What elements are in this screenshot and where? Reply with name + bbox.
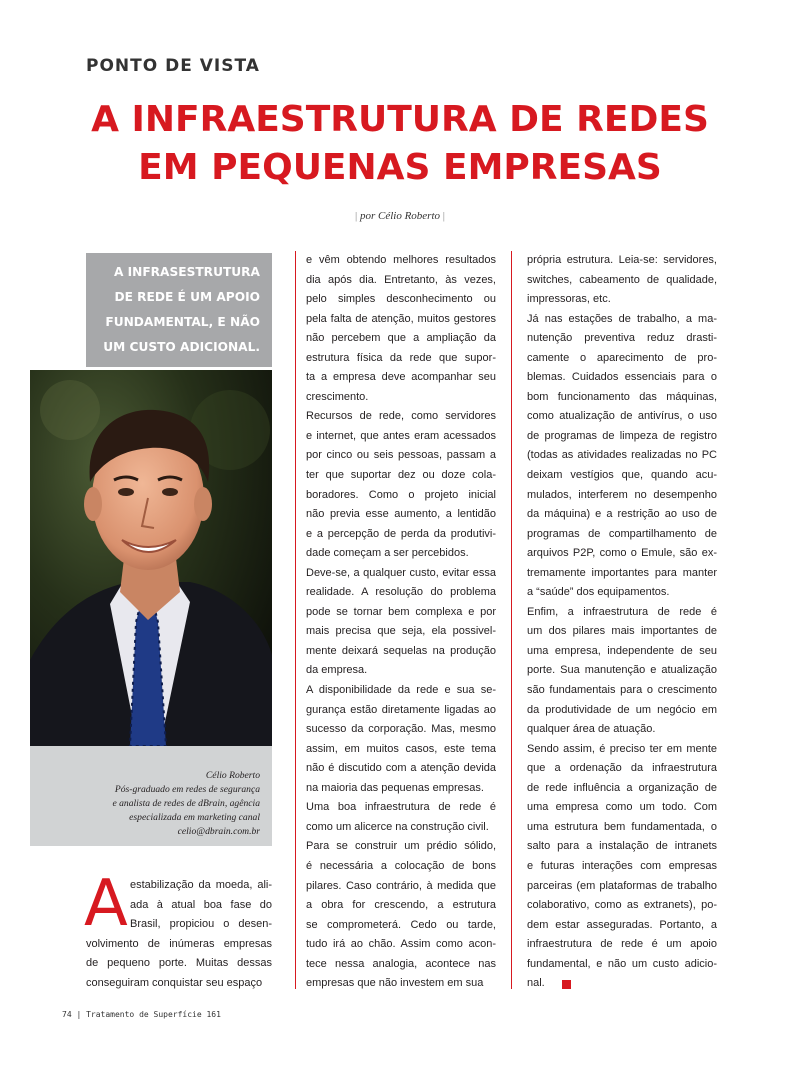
drop-cap: A: [84, 867, 128, 941]
pull-quote: [86, 253, 272, 367]
article-line: Uma boa infraestrutura de rede é: [306, 801, 496, 814]
article-line: dade começam a ser percebidos.: [306, 547, 469, 560]
article-line: mais precisa que seja, ela possivel-: [306, 625, 496, 638]
byline: [300, 210, 500, 222]
title-line: A INFRAESTRUTURA DE REDES: [91, 99, 709, 140]
article-line: switches, cabeamento de qualidade,: [527, 273, 717, 286]
article-title: [60, 96, 740, 192]
article-line: nal.: [527, 977, 545, 990]
column-divider: [511, 251, 512, 989]
article-line: na maioria das pequenas empresas.: [306, 781, 484, 794]
article-line: conseguiram conquistar seu espaço: [86, 976, 263, 989]
column-divider: [295, 251, 296, 989]
article-line: mente deixará sequelas na produção: [306, 644, 496, 657]
caption-email: celio@dbrain.com.br: [177, 826, 260, 837]
article-line: crescimento.: [306, 390, 369, 403]
article-line: pode se tornar bem complexa e por: [306, 605, 496, 618]
article-line: colaborativo, como as extranets), po-: [527, 899, 717, 912]
article-line: ta a empresa deve acompanhar seu: [306, 371, 496, 384]
article-line: assim, em muitos casos, este tema: [306, 742, 496, 755]
article-line: nutenção preventiva reduz drasti-: [527, 332, 717, 345]
article-line: e internet, que antes eram acessados: [306, 429, 496, 442]
article-column-2: [306, 251, 496, 994]
article-line: dia após dia. Entretanto, às vezes,: [306, 273, 496, 286]
article-line: Enfim, a infraestrutura de rede é: [527, 605, 717, 618]
article-line: pilares. Caso contrário, à medida que: [306, 879, 496, 892]
article-line: ter que suportar dez ou doze cola-: [306, 469, 496, 482]
article-line: volvimento de inúmeras empresas: [86, 937, 272, 950]
article-line: empresas que não investem em sua: [306, 977, 484, 990]
article-line: que a ordenação da infraestrutura: [527, 762, 717, 775]
article-line: estrutura física da rede que supor-: [306, 351, 496, 364]
byline-divider: |: [442, 210, 445, 222]
author-portrait-illustration: [30, 370, 272, 746]
article-line: a obra for crescendo, a estrutura: [306, 899, 496, 912]
article-line: Brasil, propiciou o desen-: [130, 918, 272, 931]
article-line: é necessária a colocação de bons: [306, 859, 496, 872]
article-line: boradores. Como o projeto inicial: [306, 488, 496, 501]
article-line: por cinco ou seis pessoas, passam a: [306, 449, 496, 462]
article-line: e vêm obtendo melhores resultados: [306, 254, 496, 266]
caption-name: Célio Roberto: [205, 770, 260, 781]
article-line: dem estar asseguradas. Portanto, a: [527, 918, 717, 931]
article-line: pela falta de atenção, muitos gestores: [306, 312, 496, 325]
article-line: (todas as atividades realizadas no PC: [527, 449, 717, 462]
caption-line: e analista de redes de dBrain, agência: [112, 798, 260, 809]
article-line: de pequeno porte. Muitas dessas: [86, 957, 272, 970]
article-line: salto para a instalação de intranets: [527, 840, 717, 853]
article-line: A disponibilidade da rede e sua se-: [306, 684, 496, 697]
pull-quote-line: FUNDAMENTAL, E NÃO: [105, 315, 260, 329]
page-footer: 74 | Tratamento de Superfície 161: [62, 1010, 221, 1019]
article-line: uma estrutura bem fundamentada, o: [527, 820, 717, 833]
pull-quote-line: A INFRASESTRUTURA: [113, 265, 260, 279]
article-line: porte. Sua manutenção e atualização: [527, 664, 717, 677]
article-line: parceiras (em plataformas de trabalho: [527, 879, 717, 892]
article-line: de rede influência a organização de: [527, 781, 717, 794]
article-line: não é discutido com a atenção devida: [306, 762, 496, 775]
article-line: fundamental, e não um custo adicio-: [527, 957, 717, 970]
author-photo: [30, 370, 272, 746]
end-of-article-mark: [562, 980, 571, 989]
article-line: um dos pilares mais importantes de: [527, 625, 717, 638]
byline-text: por Célio Roberto: [359, 210, 441, 222]
pull-quote-line: DE REDE É UM APOIO: [114, 290, 260, 304]
article-column-3: [527, 251, 717, 994]
article-line: uma empresa como um todo. Com: [527, 801, 717, 814]
article-line: mulados, interferem no desempenho: [527, 488, 717, 501]
title-line: EM PEQUENAS EMPRESAS: [138, 147, 662, 188]
article-line: realidade. A resolução do problema: [306, 586, 496, 599]
article-line: são fundamentais para o crescimento: [527, 684, 717, 697]
article-line: Já nas estações de trabalho, a ma-: [527, 312, 717, 325]
article-line: blemas. Cuidados essenciais para o: [527, 371, 717, 384]
article-line: como atualização de antivírus, o uso: [527, 410, 717, 423]
article-line: da empresa.: [306, 664, 368, 677]
article-line: da máquina) e a restrição ao uso de: [527, 508, 717, 521]
article-line: ada à atual boa fase do: [130, 898, 272, 911]
article-line: bom funcionamento das máquinas,: [527, 390, 717, 403]
article-line: a “saúde” dos equipamentos.: [527, 586, 670, 599]
article-line: e a percepção de perda da produtivi-: [306, 527, 496, 540]
pull-quote-line: UM CUSTO ADICIONAL.: [103, 340, 260, 354]
article-line: estabilização da moeda, ali-: [130, 879, 272, 891]
article-line: Recursos de rede, como servidores: [306, 410, 496, 423]
article-line: gurança estão diretamente ligadas ao: [306, 703, 496, 716]
article-line: não percebem que a ampliação da: [306, 332, 496, 345]
article-line: de programas de limpeza de registro: [527, 429, 717, 442]
article-column-1: [86, 876, 272, 993]
article-line: tremamente importantes para manter: [527, 566, 717, 579]
article-line: se comprometerá. Cedo ou tarde,: [306, 918, 496, 931]
caption-line: Pós-graduado em redes de segurança: [114, 784, 260, 795]
article-line: sucesso da corporação. Mas, mesmo: [306, 723, 496, 736]
article-line: Sendo assim, é preciso ter em mente: [527, 742, 717, 755]
article-line: impressoras, etc.: [527, 293, 611, 306]
article-line: infraestrutura de rede é um apoio: [527, 938, 717, 951]
article-line: tudo irá ao chão. Assim como acon-: [306, 938, 496, 951]
article-line: arquivos P2P, como o Emule, são ex-: [527, 547, 717, 560]
article-line: qualquer área de atuação.: [527, 723, 656, 736]
article-line: da produtividade de um negócio em: [527, 703, 717, 716]
photo-caption: [30, 769, 260, 839]
article-line: Para se construir um prédio sólido,: [306, 840, 496, 853]
article-line: uma empresa, independente de seu: [527, 644, 717, 657]
article-line: própria estrutura. Leia-se: servidores,: [527, 254, 717, 266]
article-line: programas de compartilhamento de: [527, 527, 717, 540]
article-line: não previa esse aumento, a lentidão: [306, 508, 496, 521]
byline-divider: |: [355, 210, 358, 222]
article-line: e futuras interações com empresas: [527, 859, 717, 872]
article-line: camente o aparecimento de pro-: [527, 351, 717, 364]
article-line: tece nessa analogia, acontece nas: [306, 957, 496, 970]
article-line: como um alicerce na construção civil.: [306, 820, 489, 833]
section-label: PONTO DE VISTA: [86, 56, 260, 76]
article-line: deixam vestígios que, quando acu-: [527, 469, 717, 482]
caption-line: especializada em marketing canal: [129, 812, 260, 823]
article-line: Deve-se, a qualquer custo, evitar essa: [306, 566, 496, 579]
article-line: pelo simples desconhecimento ou: [306, 293, 496, 306]
